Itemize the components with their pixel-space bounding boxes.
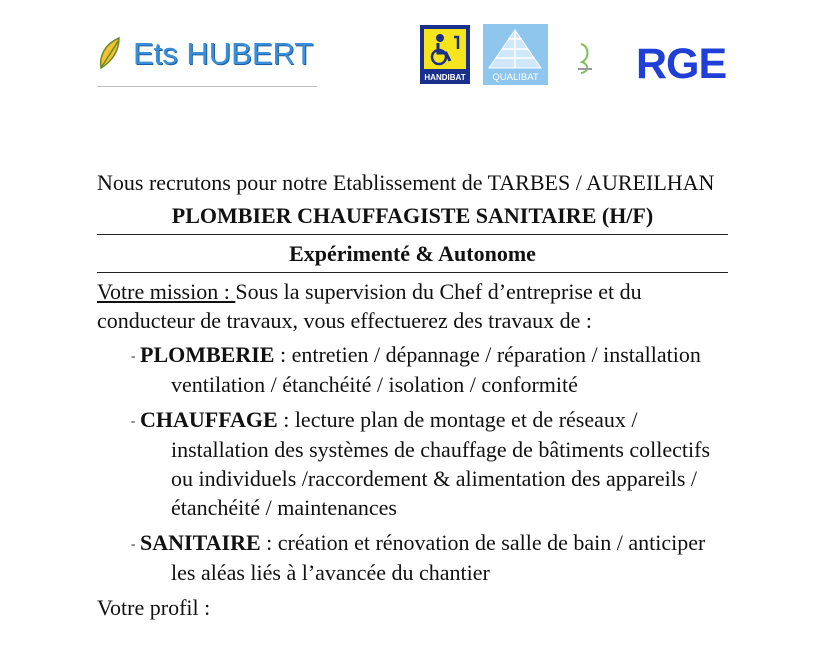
job-title: PLOMBIER CHAUFFAGISTE SANITAIRE (H/F) [97,197,728,235]
bullet-keyword: PLOMBERIE [140,342,275,367]
bullet-text: : lecture plan de montage et de réseaux / installation des systèmes de chauffage de bâtiments collectifs ou individuels /raccordement & alimentation des appareils / étanchéité / maintenances [171,407,711,520]
bullet-keyword: SANITAIRE [140,530,261,555]
profile-heading-partial: Votre profil : [97,595,211,620]
job-posting [97,168,728,622]
brand-name: Ets HUBERT [133,36,314,71]
letterhead [0,0,828,100]
list-item [97,340,728,399]
emblem-icon [575,40,595,76]
qualibat-label: QUALIBAT [492,72,539,83]
job-subtitle: Expérimenté & Autonome [97,235,728,273]
qualibat-logo [483,24,548,85]
pyramid-icon [483,24,548,72]
bullet-text: : création et rénovation de salle de bain / anticiper les aléas liés à l’avancée du chantier [171,530,706,585]
rge-logo: RGE [636,40,727,88]
handibat-label: HANDIBAT [424,73,466,82]
intro-text: Nous recrutons pour notre Etablissement de TARBES / AUREILHAN [97,170,715,195]
bullet-dash: - [131,536,136,551]
list-item [97,405,728,522]
bullet-text: : entretien / dépannage / réparation / installation ventilation / étanchéité / isolation / conformité [171,342,701,397]
list-item [97,528,728,587]
bullet-dash: - [131,348,136,363]
mission-label: Votre mission : [97,279,236,304]
handibat-logo [420,25,470,84]
small-emblem-logo [575,40,595,76]
bullet-dash: - [131,413,136,428]
bullet-keyword: CHAUFFAGE [140,407,278,432]
brand-logo [97,34,317,87]
leaf-icon [97,36,127,74]
task-list [97,340,728,587]
accessibility-icon [424,29,466,69]
mission-text: Sous la supervision du Chef d’entreprise et du conducteur de travaux, vous effectuerez des travaux de : [97,279,642,333]
mission-paragraph [97,277,728,335]
